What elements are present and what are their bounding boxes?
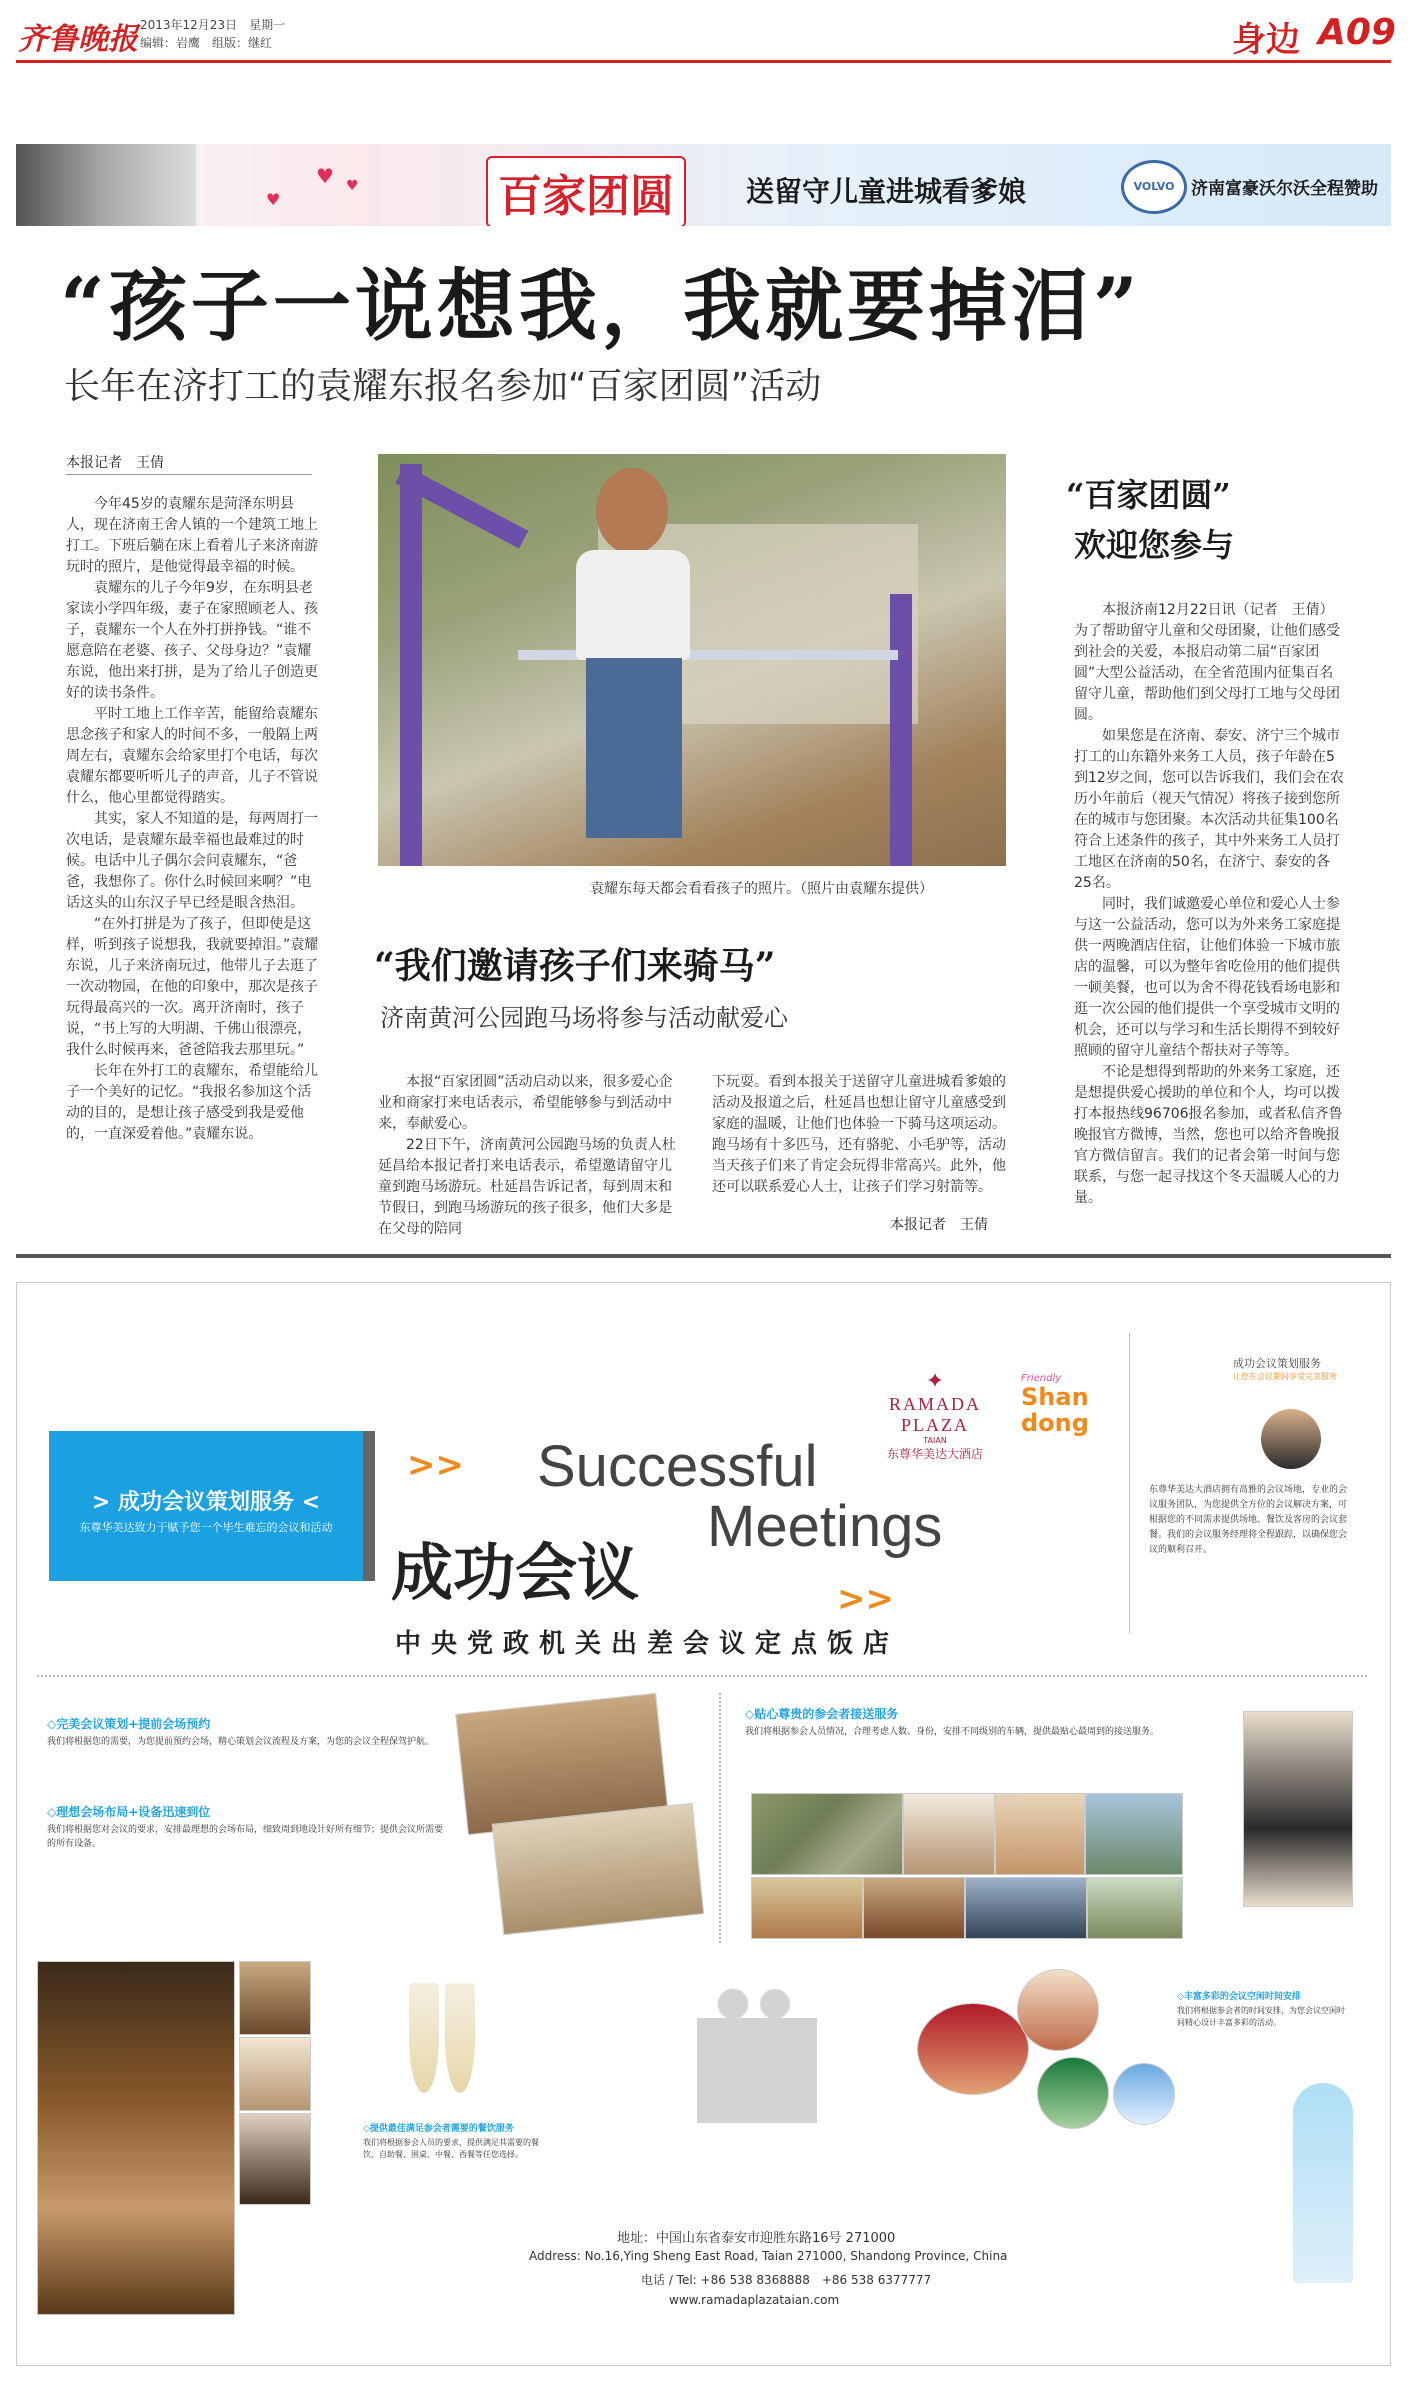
feature-2-title: ◇理想会场布局+设备迅速到位 [47, 1805, 211, 1819]
story-paragraph: 平时工地上工作辛苦，能留给袁耀东思念孩子和家人的时间不多，一般隔上两周左右，袁耀东会给家里打个电话，每次袁耀东都要听听儿子的声音，儿子不管说什么，他心里都觉得踏实。 [66, 706, 318, 806]
story-paragraph: 袁耀东的儿子今年9岁，在东明县老家读小学四年级，妻子在家照顾老人、孩子，袁耀东一个人在外打拼挣钱。“谁不愿意陪在老婆、孩子、父母身边？”袁耀东说，他出来打拼，是为了给儿子创造更好的读书条件。 [66, 580, 318, 701]
horse-headline: “我们邀请孩子们来骑马” [374, 945, 776, 987]
banner [16, 144, 1391, 226]
horse-col-2 [712, 1072, 1008, 1198]
story-photo [378, 454, 1006, 866]
banner-title: 百家团圆 [486, 156, 686, 226]
banner-subtitle: 送留守儿童进城看爹娘 [746, 175, 1027, 208]
story-paragraph: 今年45岁的袁耀东是菏泽东明县人，现在济南王舍人镇的一个建筑工地上打工。下班后躺在床上看着儿子来济南游玩时的照片，是他觉得最幸福的时候。 [66, 496, 318, 575]
ad-cn-title: 成功会议 [391, 1536, 640, 1609]
horse-col-1 [378, 1072, 678, 1240]
ad-meetings: Meetings [707, 1494, 943, 1559]
gallery-photo [965, 1877, 1087, 1939]
ad-slogan: 中央党政机关出差会议定点饭店 [395, 1629, 900, 1659]
side-title: 成功会议策划服务 [1233, 1357, 1321, 1370]
horse-byline: 本报记者 王倩 [890, 1217, 988, 1233]
child-shirt [576, 550, 690, 660]
waitress-photo [1243, 1711, 1353, 1907]
story-paragraph: 其实，家人不知道的是，每两周打一次电话，是袁耀东最幸福也最难过的时候。电话中儿子偶尔会问袁耀东，“爸爸，我想你了。你什么时候回来啊？”电话这头的山东汉子早已经是眼含热泪。 [66, 811, 318, 911]
feature-3-title: ◇贴心尊贵的参会者接送服务 [745, 1707, 899, 1721]
horse-subhead: 济南黄河公园跑马场将参与活动献爱心 [380, 1004, 788, 1032]
feature-2-text: 我们将根据您对会议的要求，安排最理想的会场布局，细致周到地设计好所有细节；提供会议所需要的所有设备。 [47, 1825, 444, 1849]
invite-paragraph: 同时，我们诚邀爱心单位和爱心人士参与这一公益活动，您可以为外来务工家庭提供一两晚酒店住宿，让他们体验一下城市旅店的温馨，可以为整年省吃俭用的他们提供一顿美餐，也可以为舍不得花钱看场电影和逛一次公园的他们提供一个享受城市文明的机会，还可以与学习和生活长期得不到较好照顾的留守儿童结个帮扶对子等等。 [1074, 896, 1340, 1059]
bar-rail [518, 650, 898, 660]
heart-icon: ♥ [266, 190, 281, 209]
ad-arrows: >> [837, 1579, 894, 1619]
horse-paragraph: 22日下午，济南黄河公园跑马场的负责人杜延昌给本报记者打来电话表示，希望邀请留守儿童到跑马场游玩。杜延昌告诉记者，每到周末和节假日，到跑马场游玩的孩子很多，他们大多是在父母的陪同 [378, 1137, 676, 1237]
ad-box-title: > 成功会议策划服务 < [91, 1490, 321, 1515]
ramada-logo [887, 1369, 983, 1462]
horse-paragraph: 下玩耍。看到本报关于送留守儿童进城看爹娘的活动及报道之后，杜延昌也想让留守儿童感受到家庭的温暖，让他们也体验一下骑马这项运动。跑马场有十多匹马，还有骆驼、小毛驴等，活动当天孩子们来了肯定会玩得非常高兴。此外，他还可以联系爱心人士，让孩子们学习射箭等。 [712, 1074, 1006, 1195]
ramada-plaza: PLAZA [901, 1415, 969, 1435]
section-name: 身边 [1232, 20, 1300, 60]
page-number: A09 [1318, 12, 1396, 53]
byline: 本报记者 王倩 [66, 455, 164, 471]
website-link[interactable]: www.ramadaplazataian.com [669, 2293, 840, 2307]
child-pants [586, 658, 682, 838]
ad-arrows: >> [407, 1445, 464, 1485]
restaurant-photo [37, 1961, 235, 2315]
restaurant-photo [239, 2113, 311, 2205]
byline-rule [66, 474, 312, 475]
dining-photo [1017, 1969, 1099, 2051]
ad-box-sub: 东尊华美达致力于赋予您一个毕生难忘的会议和活动 [79, 1521, 333, 1534]
ad-successful: Successful [537, 1434, 818, 1499]
horse-paragraph: 本报“百家团圆”活动启动以来，很多爱心企业和商家打来电话表示，希望能够参与到活动中来，奉献爱心。 [378, 1074, 673, 1132]
story-paragraph: 长年在外打工的袁耀东，希望能给儿子一个美好的记忆。“我报名参加这个活动的目的，是想让孩子感受到我是爱他的，一直深爱着他。”袁耀东说。 [66, 1063, 318, 1142]
gallery-photo [903, 1793, 995, 1875]
ad-dotted-rule [37, 1675, 1367, 1677]
feature-3-text: 我们将根据参会人员情况，合理考虑人数、身份，安排不同级别的车辆，提供最贴心最周到的接送服务。 [745, 1727, 1160, 1737]
shandong-logo [1021, 1373, 1101, 1436]
main-headline: “孩子一说想我，我就要掉泪” [60, 261, 1142, 352]
gallery-photo [863, 1877, 965, 1939]
story-paragraph: “在外打拼是为了孩子，但即使是这样，听到孩子说想我，我就要掉泪。”袁耀东说，儿子来济南玩过，他带儿子去逛了一次动物园，在他的印象中，那次是孩子玩得最高兴的一次。离开济南时，孩子说，“书上写的大明湖、千佛山很漂亮，我什么时候再来，爸爸陪我去那里玩。” [66, 916, 319, 1058]
shandong-friendly: Friendly [1021, 1373, 1062, 1384]
feature-1-text: 我们将根据您的需要，为您提前预约会场，精心策划会议流程及方案，为您的会议全程保驾护航。 [47, 1737, 435, 1747]
ramada-icon: ✦ [925, 1369, 945, 1394]
pool-photo [1113, 2063, 1175, 2125]
gallery-photo [1087, 1877, 1183, 1939]
date-line: 2013年12月23日 星期一 [140, 18, 286, 32]
karaoke-photo [917, 2003, 1029, 2095]
restaurant-photo [239, 1961, 311, 2035]
champagne-glass-icon [409, 1983, 439, 2093]
mahjong-photo [1037, 2057, 1109, 2129]
champagne-glass-icon [445, 1983, 475, 2093]
banner-sponsor: 济南富豪沃尔沃全程赞助 [1191, 179, 1378, 199]
story-body [66, 494, 320, 1145]
telephone: 电话 / Tel: +86 538 8368888 +86 538 6377777 [641, 2273, 932, 2287]
bar-post [890, 594, 912, 866]
side-sub: 让您在会议期间享受完美服务 [1233, 1372, 1337, 1381]
ad-blue-box [49, 1431, 363, 1581]
feature-5-title: ◇丰富多彩的会议空闲时间安排 [1177, 1992, 1301, 2002]
feature-5-text: 我们将根据参会者的时间安排，为您会议空闲时间精心设计丰富多彩的活动。 [1177, 2006, 1345, 2027]
main-subhead: 长年在济打工的袁耀东报名参加“百家团圆”活动 [64, 366, 822, 407]
editor-line: 编辑：岩鹰 组版：继红 [140, 36, 273, 50]
section-divider [16, 1254, 1391, 1258]
invite-headline-1: “百家团圆” [1066, 476, 1231, 514]
feature-4-text: 我们将根据参会人员的要求，提供满足其需要的餐饮，自助餐、围桌、中餐、西餐等任您选择。 [363, 2138, 539, 2159]
ad-gray-bar [363, 1431, 375, 1581]
feature-1-title: ◇完美会议策划+提前会场预约 [47, 1717, 211, 1731]
meeting-room-photo [492, 1803, 705, 1936]
gallery-photo [995, 1793, 1085, 1875]
masthead-logo: 齐鲁晚报 [18, 22, 138, 57]
gallery-photo [1085, 1793, 1183, 1875]
invite-paragraph: 不论是想得到帮助的外来务工家庭，还是想提供爱心援助的单位和个人，均可以拨打本报热线96706报名参加，或者私信齐鲁晚报官方微博，当然，您也可以给齐鲁晚报官方微信留言。我们的记者会第一时间与您联系，与您一起寻找这个冬天温暖人心的力量。 [1074, 1064, 1343, 1206]
invite-paragraph: 如果您是在济南、泰安、济宁三个城市打工的山东籍外来务工人员，孩子年龄在5到12岁之间，您可以告诉我们，我们会在农历小年前后（视天气情况）将孩子接到您所在的城市与您团聚。本次活动共征集100名符合上述条件的孩子，其中外来务工人员打工地区在济南的50名，在济宁、泰安的各25名。 [1074, 728, 1344, 891]
gallery-photo [751, 1793, 903, 1875]
invite-paragraph: 本报济南12月22日讯（记者 王倩）为了帮助留守儿童和父母团聚，让他们感受到社会的关爱，本报启动第二届“百家团圆”大型公益活动，在全省范围内征集百名留守儿童，帮助他们到父母打工地与父母团圆。 [1074, 602, 1340, 723]
feature-4-title: ◇提供最佳满足参会者需要的餐饮服务 [363, 2124, 514, 2134]
address-cn: 地址：中国山东省泰安市迎胜东路16号 271000 [617, 2231, 896, 2246]
ramada-name: RAMADA [889, 1394, 982, 1414]
figure-silhouette-icon [1293, 2083, 1353, 2283]
heart-icon: ♥ [316, 164, 334, 188]
ad-vertical-rule [719, 1693, 722, 1943]
photo-caption: 袁耀东每天都会看看孩子的照片。（照片由袁耀东提供） [590, 881, 933, 897]
invite-headline-2: 欢迎您参与 [1074, 526, 1235, 564]
shandong-text: Shan dong [1021, 1383, 1089, 1437]
side-text: 东尊华美达大酒店拥有高雅的会议场地，专业的会议服务团队，为您提供全方位的会议解决方案，可根据您的不同需求提供场地、餐饮及客房的会议套餐。我们的会议服务经理将全程跟踪，以确保您会议的顺利召开。 [1149, 1485, 1348, 1555]
gallery-photo [751, 1877, 863, 1939]
ad-frame [16, 1282, 1391, 2366]
child-head [596, 468, 668, 554]
banner-child-photo [16, 144, 196, 226]
bar-post [400, 464, 422, 866]
volvo-logo-icon: VOLVO [1121, 160, 1187, 214]
manager-photo [1261, 1409, 1321, 1469]
ramada-taian: TAIAN [923, 1436, 947, 1445]
ramada-hotel-cn: 东尊华美达大酒店 [887, 1447, 984, 1461]
ad-vertical-rule [1129, 1333, 1130, 1633]
address-en: Address: No.16,Ying Sheng East Road, Taian 271000, Shandong Province, China [529, 2249, 1008, 2263]
heart-icon: ♥ [346, 178, 359, 194]
restaurant-photo [239, 2037, 311, 2111]
invite-body [1074, 600, 1346, 1209]
header-rule [16, 60, 1391, 63]
business-people-icon [697, 1983, 817, 2123]
